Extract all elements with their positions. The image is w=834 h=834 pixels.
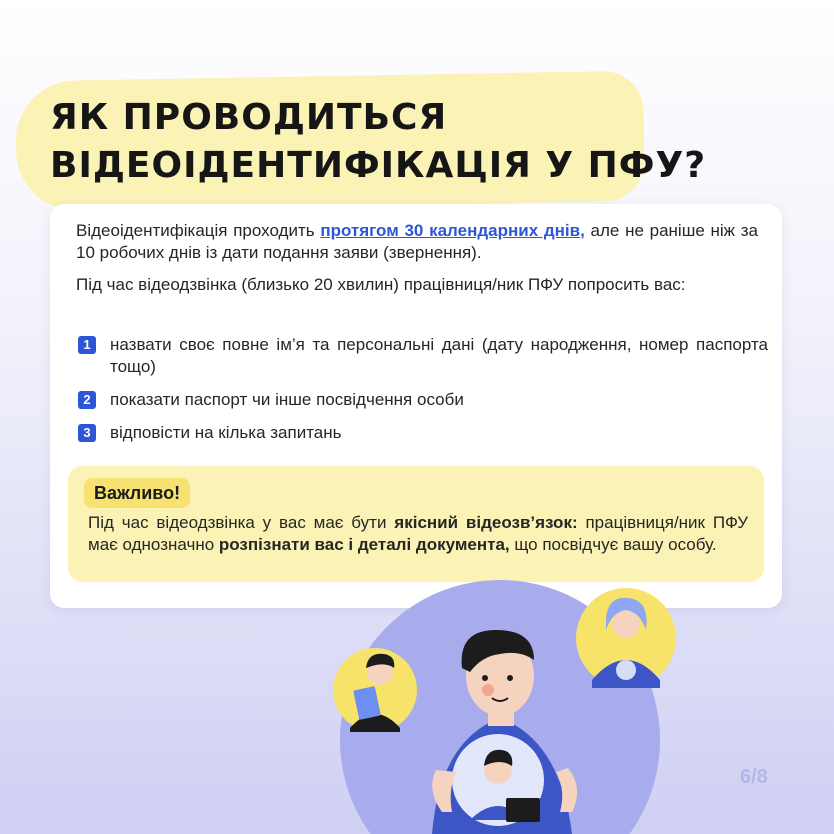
page-number: 6/8 (740, 766, 768, 788)
important-bold-1: якісний відеозв’язок: (394, 513, 578, 532)
period-link[interactable]: протягом 30 календарних днів, (320, 221, 585, 240)
number-badge: 2 (78, 391, 96, 409)
important-text-1: Під час відеодзвінка у вас має бути (88, 513, 395, 532)
title-line-2: ВІДЕОІДЕНТИФІКАЦІЯ У ПФУ? (50, 145, 707, 186)
list-item-text: показати паспорт чи інше посвідчення особи (110, 390, 464, 409)
number-badge: 1 (78, 336, 96, 354)
list-item-text: відповісти на кілька запитань (110, 423, 342, 442)
important-text-2: працівниця/ник ПФУ має однозначно (88, 513, 749, 554)
number-badge: 3 (78, 424, 96, 442)
period-text-start: Відеоідентифікація проходить (76, 221, 321, 240)
left-avatar-icon (333, 648, 417, 732)
right-avatar-icon (576, 588, 676, 688)
important-text-3: що посвідчує вашу особу. (509, 535, 717, 554)
list-item-text: назвати своє повне ім’я та персональні дані (дату народження, номер паспорта тощо) (110, 335, 768, 376)
call-paragraph: Під час відеодзвінка (близько 20 хвилин) працівниця/ник ПФУ попросить вас: (76, 275, 686, 294)
important-bold-2: розпізнати вас і деталі документа, (218, 535, 510, 554)
important-badge: Важливо! (84, 478, 190, 508)
title-line-1: ЯК ПРОВОДИТЬСЯ (50, 97, 448, 138)
period-text-end: але не раніше ніж за 10 робочих днів із дати подання заяви (звернення). (76, 221, 758, 262)
